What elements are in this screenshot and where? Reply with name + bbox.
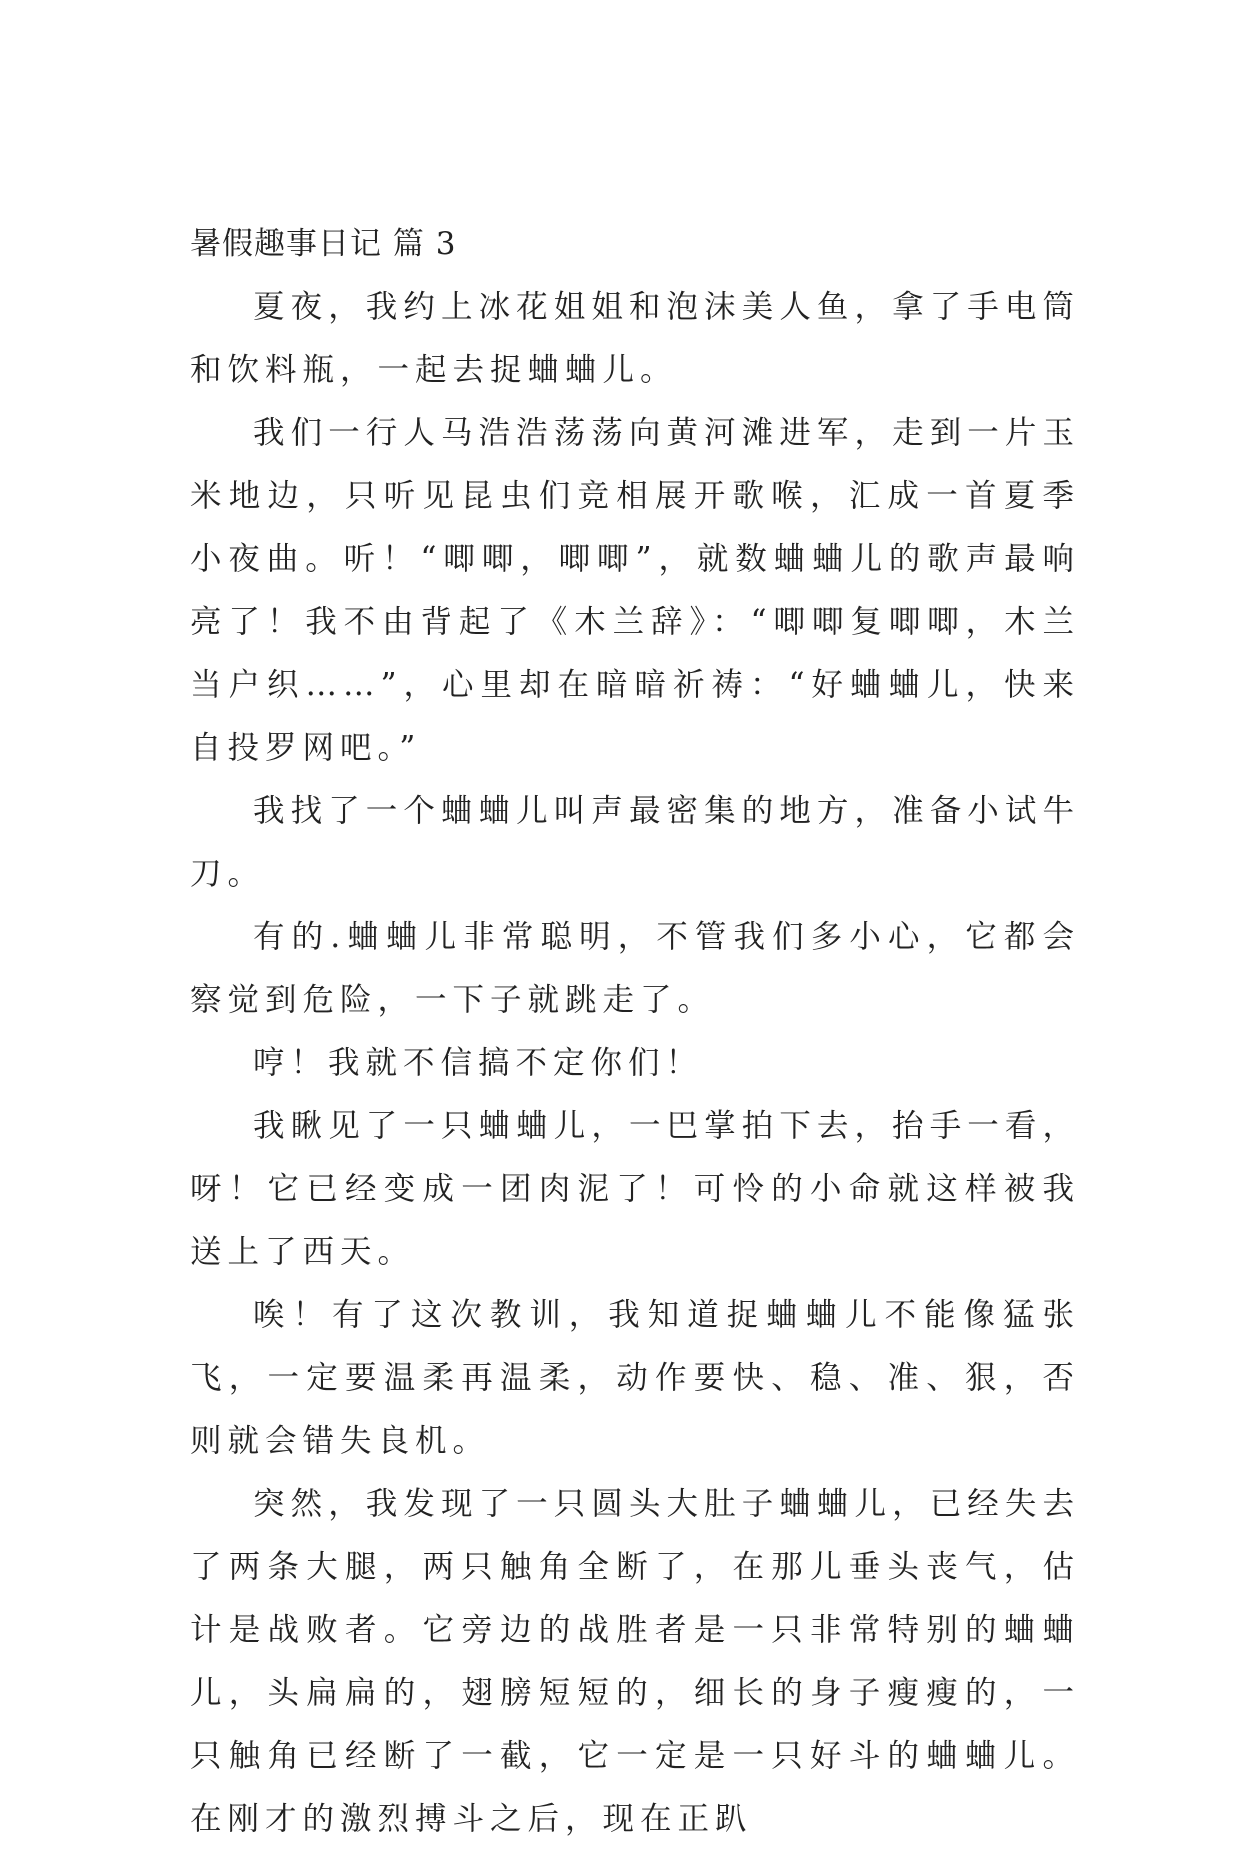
paragraph: 唉！有了这次教训，我知道捉蛐蛐儿不能像猛张飞，一定要温柔再温柔，动作要快、稳、准、狠，否则就会错失良机。 <box>190 1297 1080 1459</box>
document-title: 暑假趣事日记 篇 3 <box>190 226 457 262</box>
paragraph: 突然，我发现了一只圆头大肚子蛐蛐儿，已经失去了两条大腿，两只触角全断了，在那儿垂头丧气，估计是战败者。它旁边的战胜者是一只非常特别的蛐蛐儿，头扁扁的，翅膀短短的，细长的身子瘦瘦的，一只触角已经断了一截，它一定是一只好斗的蛐蛐儿。在刚才的激烈搏斗之后，现在正趴 <box>190 1486 1080 1837</box>
paragraph: 我瞅见了一只蛐蛐儿，一巴掌拍下去，抬手一看，呀！它已经变成一团肉泥了！可怜的小命就这样被我送上了西天。 <box>190 1108 1080 1270</box>
document-body <box>190 216 1080 1851</box>
paragraph: 有的.蛐蛐儿非常聪明，不管我们多小心，它都会察觉到危险，一下子就跳走了。 <box>190 919 1080 1018</box>
paragraph: 哼！我就不信搞不定你们！ <box>253 1045 704 1081</box>
paragraph: 我们一行人马浩浩荡荡向黄河滩进军，走到一片玉米地边，只听见昆虫们竞相展开歌喉，汇成一首夏季小夜曲。听！“唧唧，唧唧”，就数蛐蛐儿的歌声最响亮了！我不由背起了《木兰辞》：“唧唧复唧唧，木兰当户织……”，心里却在暗暗祈祷：“好蛐蛐儿，快来自投罗网吧。” <box>190 415 1080 766</box>
paragraph: 夏夜，我约上冰花姐姐和泡沫美人鱼，拿了手电筒和饮料瓶，一起去捉蛐蛐儿。 <box>190 289 1080 388</box>
paragraph: 我找了一个蛐蛐儿叫声最密集的地方，准备小试牛刀。 <box>190 793 1080 892</box>
